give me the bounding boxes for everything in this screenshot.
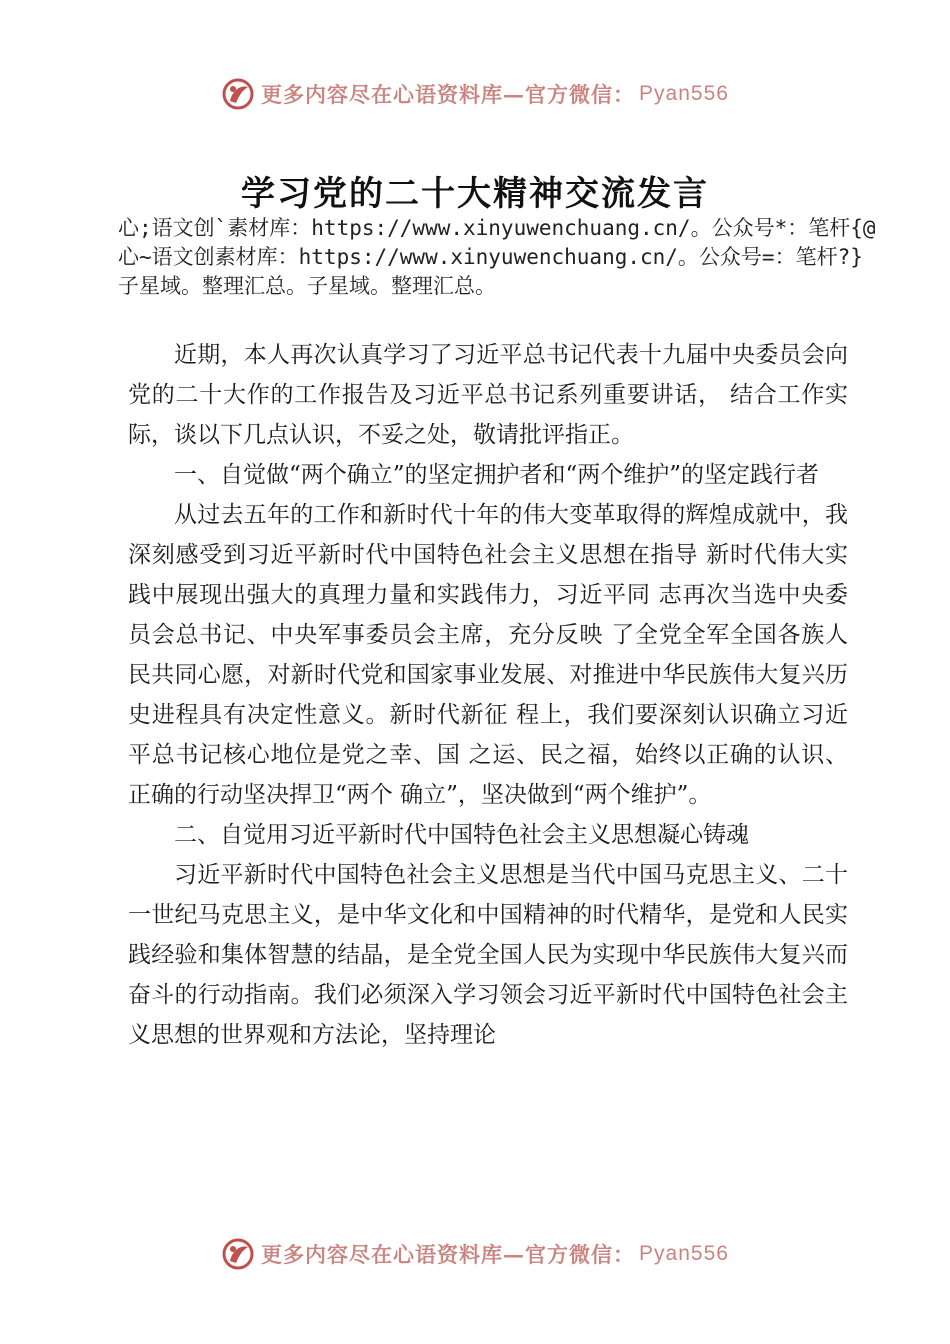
- document-body: [128, 335, 848, 1055]
- banner-text: 更多内容尽在心语资料库—官方微信：: [261, 82, 636, 107]
- banner-wechat-id: Pyan556: [639, 82, 729, 105]
- paragraph-intro: 近期，本人再次认真学习了习近平总书记代表十九届中央委员会向党的二十大作的工作报告及习近平总书记系列重要讲话， 结合工作实际，谈以下几点认识，不妥之处，敬请批评指正。: [128, 342, 848, 448]
- header-banner: [0, 74, 950, 114]
- section-heading-2: 二、自觉用习近平新时代中国特色社会主义思想凝心铸魂: [174, 822, 749, 848]
- paragraph-section-2: 习近平新时代中国特色社会主义思想是当代中国马克思主义、二十一世纪马克思主义，是中华文化和中国精神的时代精华，是党和人民实践经验和集体智慧的结晶，是全党全国人民为实现中华民族伟大复兴而奋斗的行动指南。我们必须深入学习领会习近平新时代中国特色社会主义思想的世界观和方法论，坚持理论: [128, 862, 848, 1048]
- brand-logo-icon: [221, 77, 255, 111]
- source-note: 心;语文创`素材库：https://www.xinyuwenchuang.cn/。公众号*：笔杆{@心~语文创素材库：https://www.xinyuwenchuang.cn/。公众号=：笔杆?}子星域。整理汇总。子星域。整理汇总。: [118, 216, 876, 298]
- paragraph-section-1: 从过去五年的工作和新时代十年的伟大变革取得的辉煌成就中，我深刻感受到习近平新时代中国特色社会主义思想在指导 新时代伟大实践中展现出强大的真理力量和实践伟力，习近平同 志再次当选中央委员会总书记、中央军事委员会主席，充分反映 了全党全军全国各族人民共同心愿，对新时代党和国家事业发展、对推进中华民族伟大复兴历史进程具有决定性意义。新时代新征 程上，我们要深刻认识确立习近平总书记核心地位是党之幸、国 之运、民之福，始终以正确的认识、正确的行动坚决捍卫“两个 确立”，坚决做到“两个维护”。: [128, 502, 848, 808]
- document-title: 学习党的二十大精神交流发言: [241, 174, 709, 214]
- banner-wechat-id: Pyan556: [639, 1242, 729, 1265]
- footer-banner: [0, 1234, 950, 1274]
- section-heading-1: 一、自觉做“两个确立”的坚定拥护者和“两个维护”的坚定践行者: [174, 462, 820, 488]
- banner-text: 更多内容尽在心语资料库—官方微信：: [261, 1242, 636, 1267]
- brand-logo-icon: [221, 1237, 255, 1271]
